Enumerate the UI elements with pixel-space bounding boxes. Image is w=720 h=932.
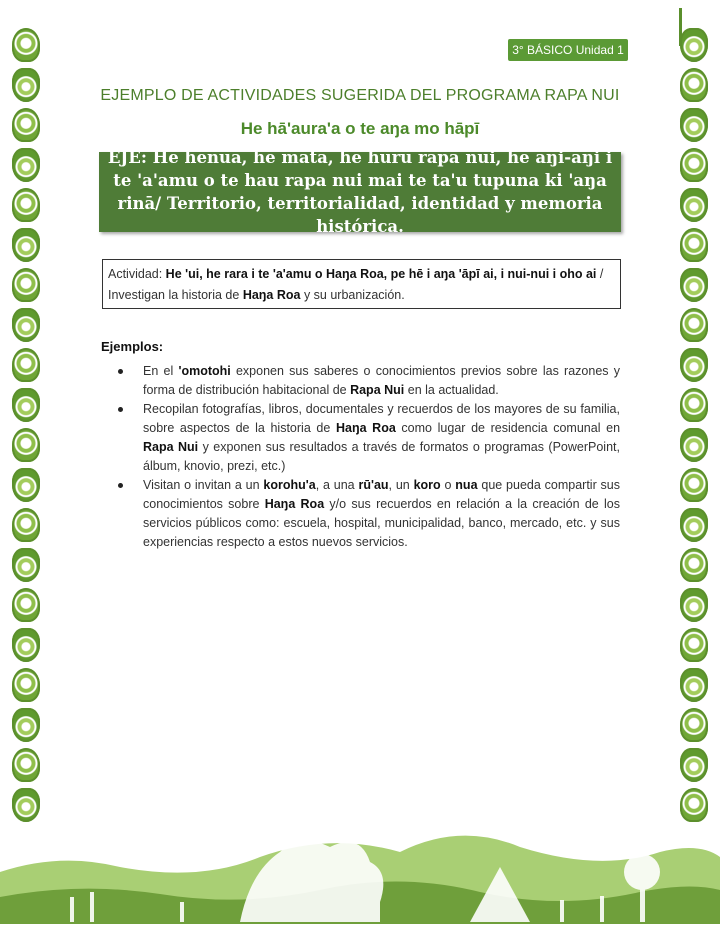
bold-term: Rapa Nui	[350, 383, 405, 397]
bold-term: rū'au	[358, 478, 389, 492]
koru-pattern-icon	[12, 548, 40, 582]
text-segment: Recopilan fotografías, libros, documentales y recuerdos de los mayores de su familia, sobre aspectos de la historia de	[143, 402, 620, 435]
text-segment: En el	[143, 364, 179, 378]
koru-pattern-icon	[680, 668, 708, 702]
list-item	[118, 362, 620, 400]
text-segment: exponen sus saberes o conocimientos previos sobre las razones y forma de distribución habitacional de	[143, 364, 621, 397]
koru-pattern-icon	[12, 748, 40, 782]
bold-term: 'omotohi	[178, 364, 231, 378]
text-segment: , a una	[315, 478, 359, 492]
bold-term: Rapa Nui	[143, 440, 199, 454]
landscape-silhouette-icon	[0, 812, 720, 932]
eje-text: EJE: He henua, he mata, he huru rapa nui, he aŋi-aŋi i te 'a'amu o te hau rapa nui mai te ta'u tupuna ki 'aŋa rinā/ Territorio, territorialidad, identidad y memoria histórica.	[107, 148, 613, 236]
koru-pattern-icon	[12, 708, 40, 742]
koru-pattern-icon	[12, 428, 40, 462]
koru-pattern-icon	[12, 628, 40, 662]
page-subtitle: He hā'aura'a o te aŋa mo hāpī	[240, 119, 480, 138]
koru-pattern-icon	[12, 28, 40, 62]
text-segment: que pueda compartir sus conocimientos sobre	[143, 478, 621, 511]
activity-tail: y su urbanización.	[300, 288, 405, 302]
bold-term: nua	[455, 478, 478, 492]
koru-pattern-icon	[680, 188, 708, 222]
koru-pattern-icon	[680, 508, 708, 542]
koru-pattern-icon	[680, 148, 708, 182]
koru-pattern-icon	[12, 188, 40, 222]
activity-separator: / Investigan la historia de	[108, 267, 604, 302]
text-segment: como lugar de residencia comunal en	[395, 421, 621, 435]
list-item	[118, 400, 620, 476]
activity-place: Haŋa Roa	[242, 288, 301, 302]
examples-list	[118, 362, 620, 552]
bullet-icon	[118, 407, 123, 412]
koru-pattern-icon	[12, 668, 40, 702]
text-segment: y/o sus recuerdos en relación a la creación de los servicios públicos como: escuela, hospital, municipalidad, banco, mercado, etc. y sus experiencias respecto a estos nuevos servicios.	[143, 497, 620, 549]
koru-pattern-icon	[12, 228, 40, 262]
grade-badge: 3° BÁSICO Unidad 1	[508, 39, 628, 61]
koru-pattern-icon	[12, 508, 40, 542]
koru-pattern-icon	[680, 748, 708, 782]
koru-pattern-icon	[680, 468, 708, 502]
koru-pattern-icon	[680, 708, 708, 742]
bold-term: Haŋa Roa	[264, 497, 325, 511]
text-segment: o	[440, 478, 456, 492]
koru-pattern-icon	[680, 268, 708, 302]
koru-pattern-icon	[680, 388, 708, 422]
koru-pattern-icon	[12, 388, 40, 422]
text-segment: y exponen sus resultados a través de formatos o programas (PowerPoint, álbum, knovio, prezi, etc.)	[143, 440, 620, 473]
activity-label: Actividad:	[108, 267, 166, 281]
koru-pattern-icon	[680, 588, 708, 622]
koru-pattern-icon	[680, 628, 708, 662]
koru-pattern-icon	[12, 268, 40, 302]
text-segment: en la actualidad.	[404, 383, 499, 397]
koru-pattern-icon	[680, 308, 708, 342]
bullet-icon	[118, 369, 123, 374]
koru-pattern-icon	[680, 228, 708, 262]
koru-pattern-icon	[680, 548, 708, 582]
left-decorative-border	[6, 28, 46, 828]
examples-heading: Ejemplos:	[101, 339, 164, 354]
page-title: EJEMPLO DE ACTIVIDADES SUGERIDA DEL PROGRAMA RAPA NUI	[100, 87, 620, 104]
bold-term: Haŋa Roa	[335, 421, 396, 435]
eje-banner	[99, 148, 621, 236]
koru-pattern-icon	[12, 468, 40, 502]
bullet-icon	[118, 483, 123, 488]
list-item	[118, 476, 620, 552]
koru-pattern-icon	[12, 348, 40, 382]
activity-box	[102, 259, 621, 309]
koru-pattern-icon	[12, 308, 40, 342]
right-decorative-border	[674, 28, 714, 828]
koru-pattern-icon	[680, 348, 708, 382]
text-segment: , un	[388, 478, 414, 492]
bold-term: koro	[413, 478, 441, 492]
koru-pattern-icon	[12, 148, 40, 182]
koru-pattern-icon	[680, 28, 708, 62]
koru-pattern-icon	[12, 588, 40, 622]
activity-rapanui-title: He 'ui, he rara i te 'a'amu o Haŋa Roa, pe hē i aŋa 'āpī ai, i nui-nui i oho ai	[165, 267, 597, 281]
text-segment: Visitan o invitan a un	[143, 478, 264, 492]
koru-pattern-icon	[680, 428, 708, 462]
bold-term: korohu'a	[263, 478, 316, 492]
